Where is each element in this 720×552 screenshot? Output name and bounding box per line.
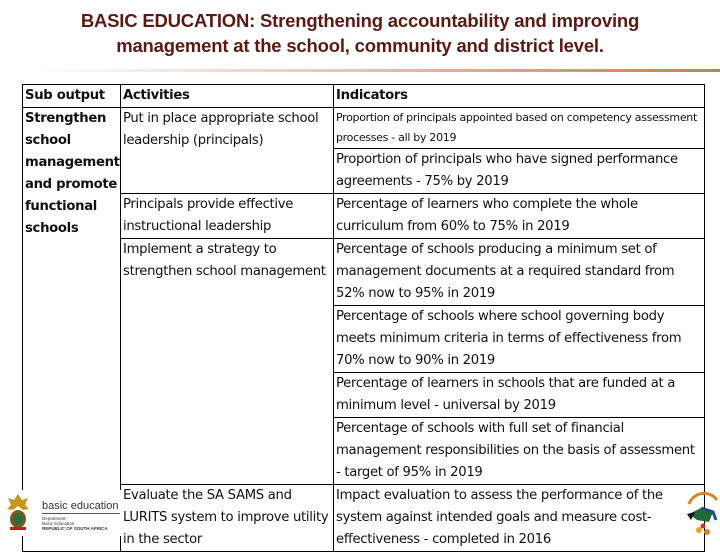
- 20-years-freedom-icon: [683, 490, 720, 540]
- table-header-row: [23, 85, 705, 108]
- title-line-2: management at the school, community and district level.: [116, 35, 604, 56]
- indicator-cell: Proportion of principals who have signed performance agreements - 75% by 2019: [334, 149, 705, 194]
- indicator-cell: Proportion of principals appointed based on competency assessment processes - all by 2019: [334, 108, 705, 149]
- table-row: [23, 485, 705, 552]
- indicator-cell: Impact evaluation to assess the performance of the system against intended goals and measure cost-effectiveness - completed in 2016: [334, 485, 705, 552]
- title-line-1: BASIC EDUCATION: Strengthening accountability and improving: [80, 10, 640, 31]
- activity-cell: Principals provide effective instructional leadership: [121, 194, 334, 239]
- department-subtitle: Department: Basic Education REPUBLIC OF SOUTH AFRICA: [42, 516, 108, 531]
- column-header-suboutput: Sub output: [23, 85, 121, 108]
- table-row: [23, 194, 705, 239]
- coat-of-arms-icon: [6, 492, 30, 532]
- table-row: [23, 239, 705, 306]
- activity-cell: Implement a strategy to strengthen school management: [121, 239, 334, 485]
- indicator-cell: Percentage of learners in schools that are funded at a minimum level - universal by 2019: [334, 373, 705, 418]
- table-row: [23, 108, 705, 149]
- indicator-cell: Percentage of schools producing a minimum set of management documents at a required standard from 52% now to 95% in 2019: [334, 239, 705, 306]
- department-logo: [4, 490, 122, 536]
- suboutput-cell: Strengthen school management and promote functional schools: [23, 108, 121, 552]
- column-header-indicators: Indicators: [334, 85, 705, 108]
- title-accent-rule: [40, 69, 720, 72]
- indicator-cell: Percentage of schools where school governing body meets minimum criteria in terms of effectiveness from 70% now to 90% in 2019: [334, 306, 705, 373]
- page-title: [0, 8, 720, 58]
- indicators-table: [22, 84, 705, 552]
- column-header-activities: Activities: [121, 85, 334, 108]
- activity-cell: Put in place appropriate school leadership (principals): [121, 108, 334, 194]
- department-name: basic education: [42, 500, 119, 512]
- indicator-cell: Percentage of schools with full set of financial management responsibilities on the basis of assessment - target of 95% in 2019: [334, 418, 705, 485]
- activity-cell: Evaluate the SA SAMS and LURITS system to improve utility in the sector: [121, 485, 334, 552]
- indicator-cell: Percentage of learners who complete the whole curriculum from 60% to 75% in 2019: [334, 194, 705, 239]
